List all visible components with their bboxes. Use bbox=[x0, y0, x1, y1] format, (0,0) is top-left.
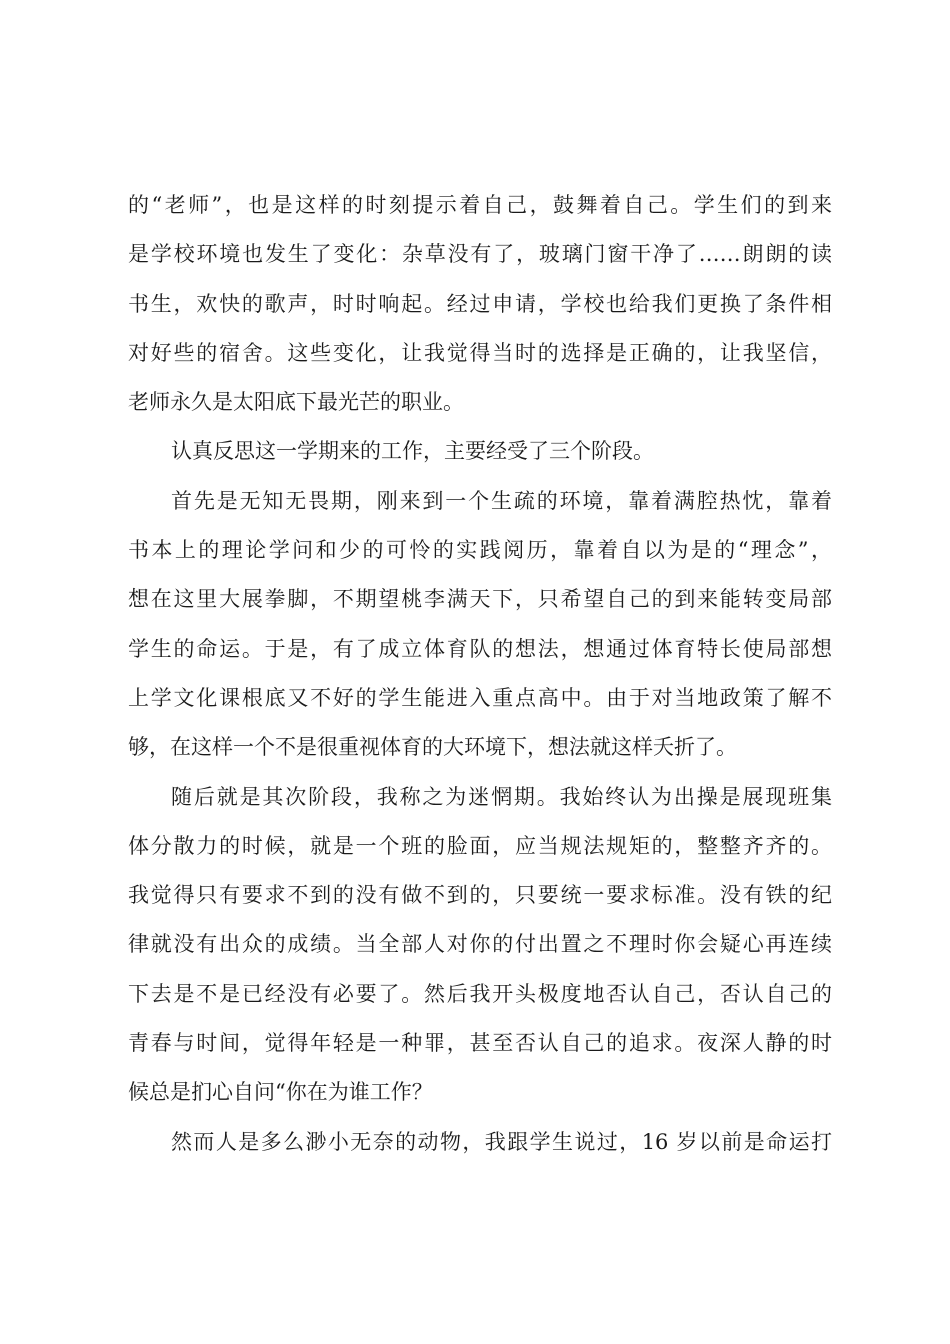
text-line: 对好些的宿舍。这些变化，让我觉得当时的选择是正确的，让我坚信， bbox=[128, 340, 832, 365]
text-line: 认真反思这一学期来的工作，主要经受了三个阶段。 bbox=[171, 439, 654, 464]
text-line: 青春与时间，觉得年轻是一种罪，甚至否认自己的追求。夜深人静的时 bbox=[128, 1031, 832, 1056]
text-line: 老师永久是太阳底下最光芒的职业。 bbox=[128, 390, 464, 415]
text-line: 学生的命运。于是，有了成立体育队的想法，想通过体育特长使局部想 bbox=[128, 636, 832, 661]
document-body bbox=[128, 181, 832, 1167]
text-line: 想在这里大展拳脚，不期望桃李满天下，只希望自己的到来能转变局部 bbox=[128, 587, 832, 612]
text-line: 的“老师”，也是这样的时刻提示着自己，鼓舞着自己。学生们的到来 bbox=[128, 193, 832, 217]
text-line: 够，在这样一个不是很重视体育的大环境下，想法就这样夭折了。 bbox=[128, 735, 737, 760]
text-line: 书本上的理论学问和少的可怜的实践阅历，靠着自以为是的“理念”， bbox=[128, 538, 832, 563]
text-line: 候总是扪心自问“你在为谁工作？ bbox=[128, 1080, 433, 1105]
text-line: 体分散力的时候，就是一个班的脸面，应当规法规矩的，整整齐齐的。 bbox=[128, 833, 832, 858]
text-line: 书生，欢快的歌声，时时响起。经过申请，学校也给我们更换了条件相 bbox=[128, 291, 832, 316]
text-line: 首先是无知无畏期，刚来到一个生疏的环境，靠着满腔热忱，靠着 bbox=[171, 488, 832, 513]
text-line: 上学文化课根底又不好的学生能进入重点高中。由于对当地政策了解不 bbox=[128, 685, 832, 710]
text-line: 随后就是其次阶段，我称之为迷惘期。我始终认为出操是展现班集 bbox=[171, 784, 832, 809]
text-line: 我觉得只有要求不到的没有做不到的，只要统一要求标准。没有铁的纪 bbox=[128, 883, 832, 908]
text-line: 然而人是多么渺小无奈的动物，我跟学生说过，16 岁以前是命运打 bbox=[171, 1129, 832, 1154]
text-line: 是学校环境也发生了变化：杂草没有了，玻璃门窗干净了……朗朗的读 bbox=[128, 242, 832, 267]
text-line: 下去是不是已经没有必要了。然后我开头极度地否认自己，否认自己的 bbox=[128, 981, 832, 1006]
text-line: 律就没有出众的成绩。当全部人对你的付出置之不理时你会疑心再连续 bbox=[128, 932, 832, 957]
